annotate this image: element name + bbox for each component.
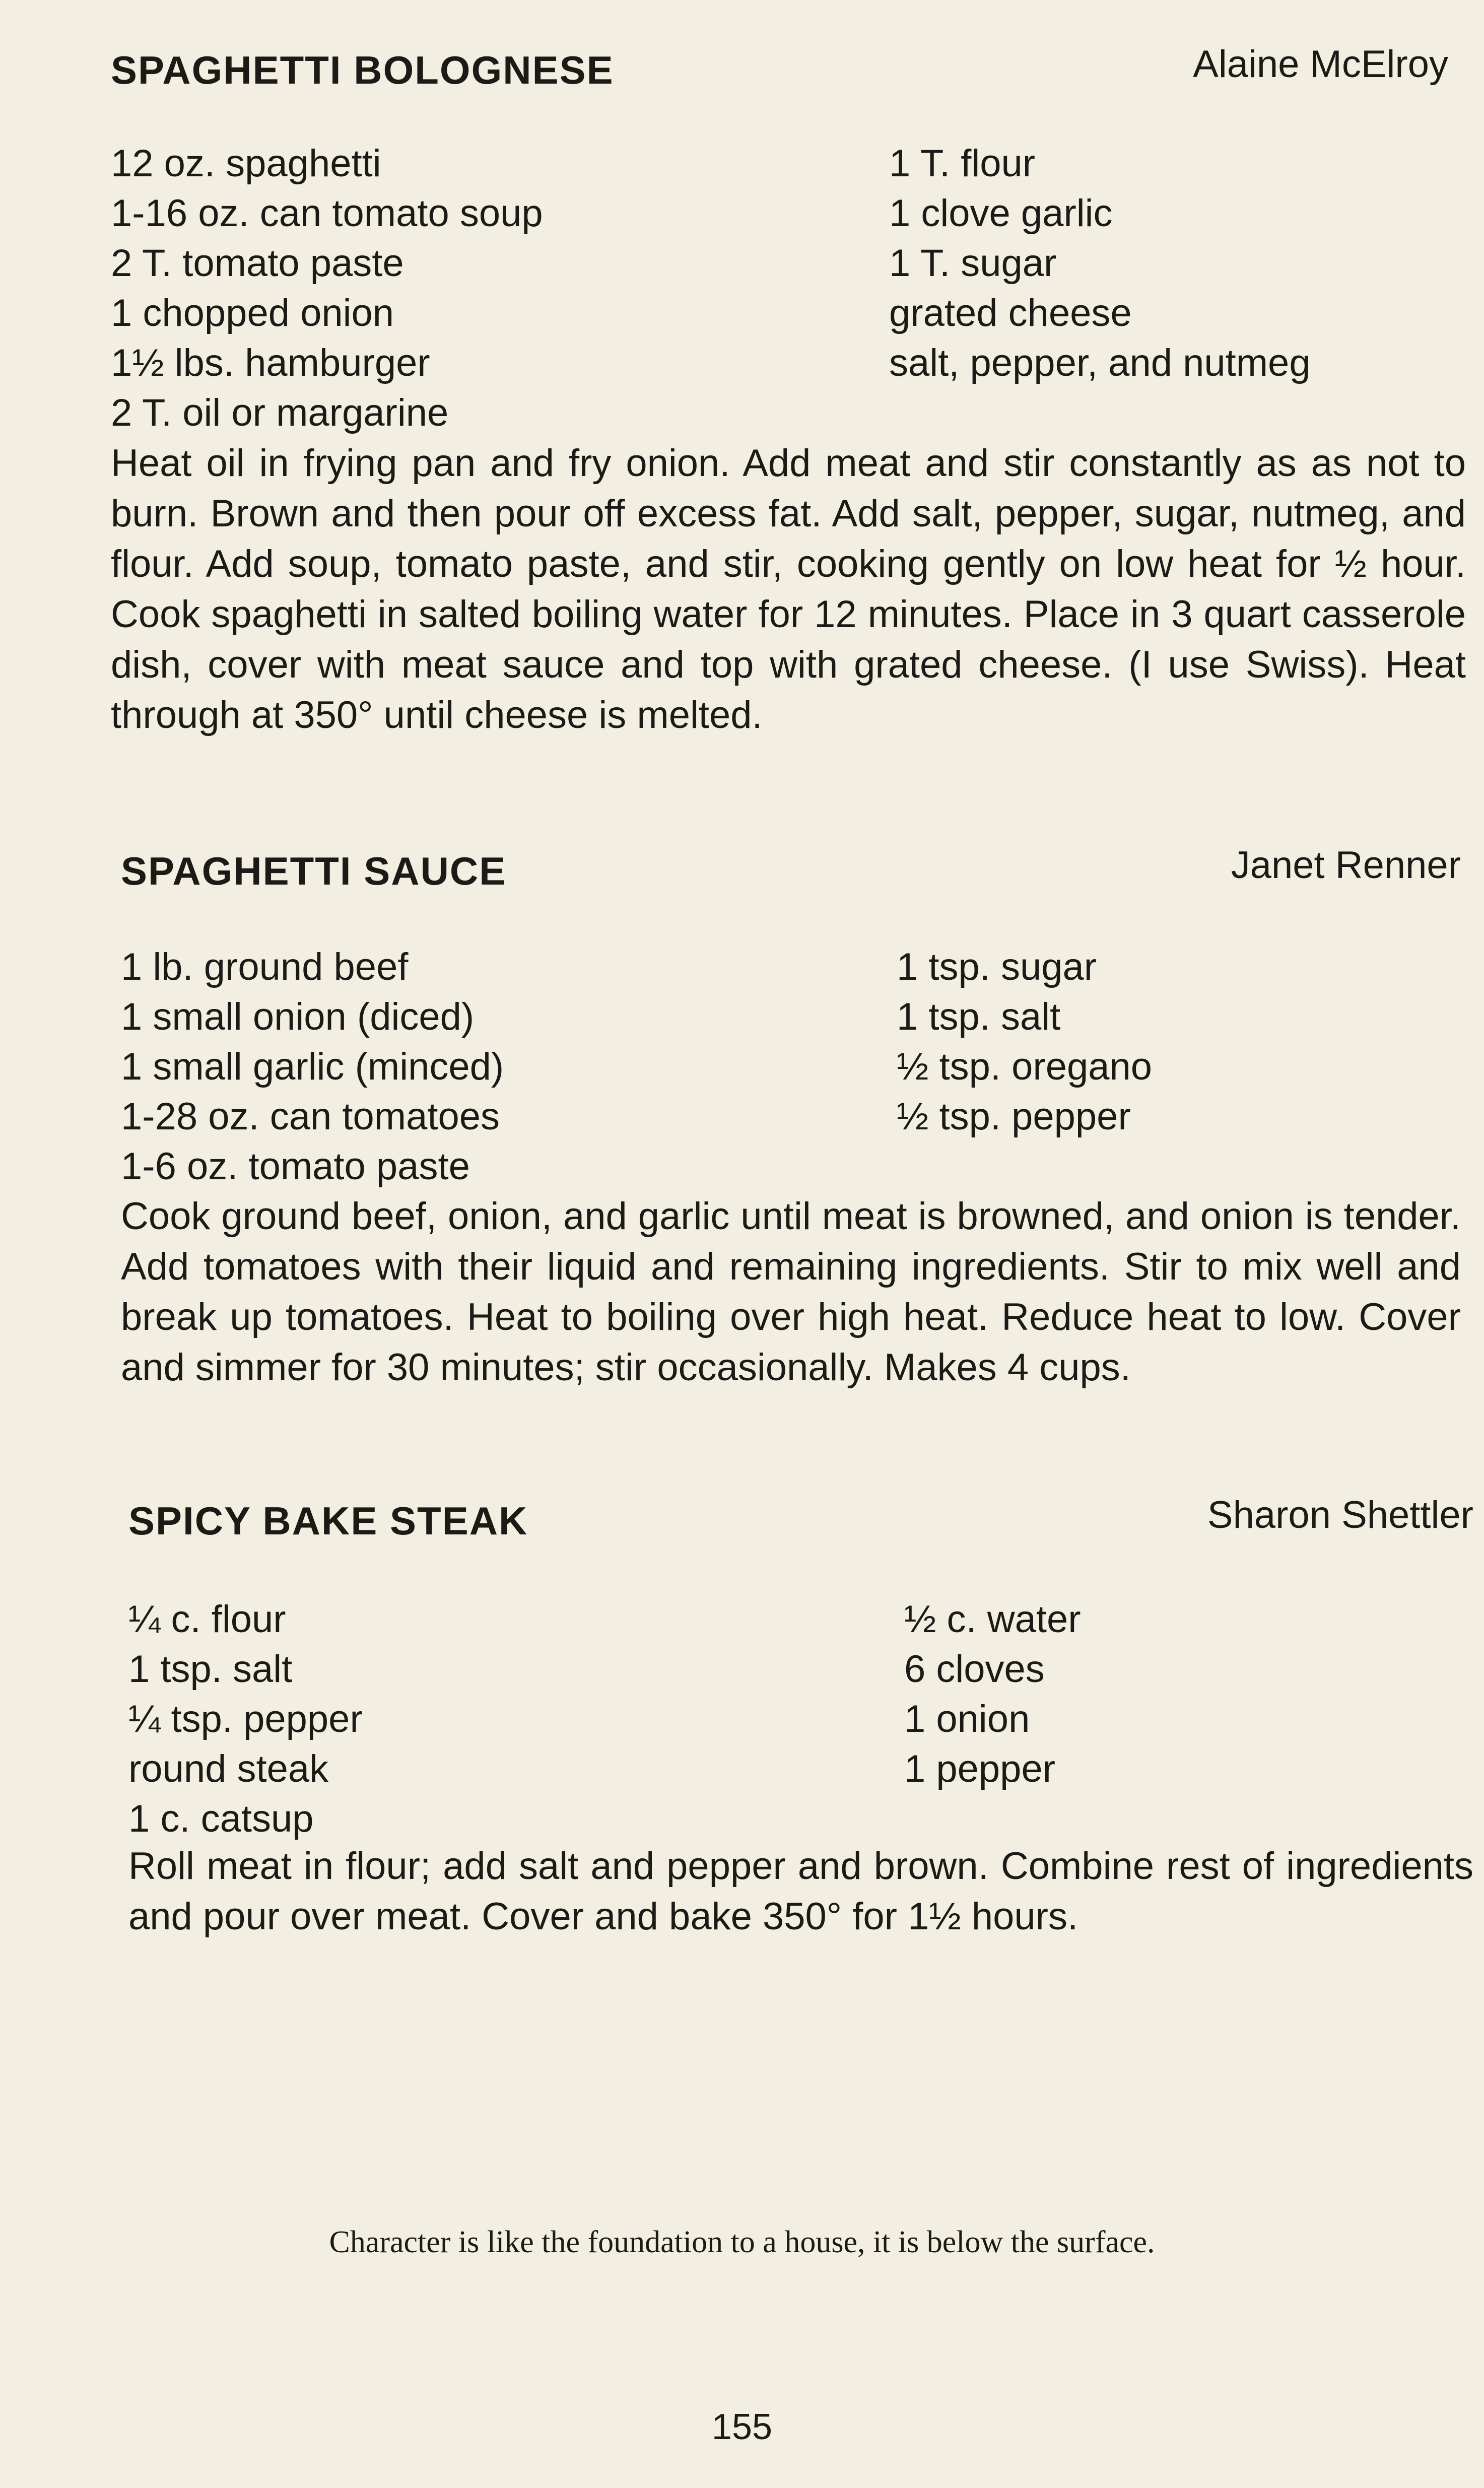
ingredients-left-column	[128, 1594, 363, 1794]
ingredients-right-column	[889, 139, 1311, 388]
ingredient-item: grated cheese	[889, 292, 1132, 334]
ingredient-item: 1 small garlic (minced)	[121, 1045, 504, 1088]
ingredient-item: 1 lb. ground beef	[121, 946, 409, 988]
ingredients-left-column	[121, 942, 504, 1141]
page-number: 155	[711, 2407, 773, 2447]
recipe-title: SPAGHETTI SAUCE	[121, 849, 507, 893]
recipe-title: SPAGHETTI BOLOGNESE	[111, 48, 614, 92]
ingredients-left-column	[111, 139, 543, 388]
ingredient-item: 2 T. oil or margarine	[111, 391, 449, 434]
ingredients-right-column	[897, 942, 1152, 1141]
ingredient-item: ½ c. water	[904, 1598, 1081, 1641]
footer-quote: Character is like the foundation to a house, it is below the surface.	[329, 2225, 1155, 2259]
ingredient-item: 1-28 oz. can tomatoes	[121, 1095, 500, 1138]
ingredient-item: salt, pepper, and nutmeg	[889, 342, 1311, 384]
ingredient-item: 1 onion	[904, 1698, 1030, 1740]
ingredients-right-column	[904, 1594, 1081, 1794]
recipe-directions: Cook ground beef, onion, and garlic until meat is browned, and onion is tender. Add tomatoes with their liquid and remaining ingredients. Stir to mix well and break up tomatoes. Heat to boiling over high heat. Reduce heat to low. Cover and simmer for 30 minutes; stir occasionally. Makes 4 cups.	[121, 1195, 1461, 1389]
ingredient-item: ¼ tsp. pepper	[128, 1698, 363, 1740]
recipe-author: Janet Renner	[1231, 844, 1461, 887]
ingredient-item: 2 T. tomato paste	[111, 242, 404, 285]
recipe-author: Sharon Shettler	[1207, 1494, 1473, 1536]
ingredient-item: 1-6 oz. tomato paste	[121, 1145, 470, 1188]
ingredient-item: 1 clove garlic	[889, 192, 1113, 235]
ingredient-item: ½ tsp. oregano	[897, 1045, 1153, 1088]
recipe-title: SPICY BAKE STEAK	[128, 1499, 528, 1543]
recipe-directions: Heat oil in frying pan and fry onion. Add meat and stir constantly as as not to burn. Brown and then pour off excess fat. Add salt, pepper, sugar, nutmeg, and flour. Add soup, tomato paste, and stir, cooking gently on low heat for ½ hour. Cook spaghetti in salted boiling water for 12 minutes. Place in 3 quart casserole dish, cover with meat sauce and top with grated cheese. (I use Swiss). Heat through at 350° until cheese is melted.	[111, 442, 1466, 736]
ingredient-item: ½ tsp. pepper	[897, 1095, 1131, 1138]
ingredient-item: 1 tsp. sugar	[897, 946, 1097, 988]
ingredient-item: 1 tsp. salt	[128, 1648, 293, 1691]
ingredient-item: 1½ lbs. hamburger	[111, 342, 430, 384]
ingredient-item: 1 T. flour	[889, 142, 1036, 185]
ingredient-item: 1-16 oz. can tomato soup	[111, 192, 543, 235]
ingredient-item: round steak	[128, 1747, 329, 1790]
ingredient-item: 1 chopped onion	[111, 292, 394, 334]
recipe-author: Alaine McElroy	[1193, 43, 1448, 86]
ingredient-item: 6 cloves	[904, 1648, 1045, 1691]
ingredient-item: 1 tsp. salt	[897, 995, 1061, 1038]
ingredient-item: 1 small onion (diced)	[121, 995, 475, 1038]
ingredient-item: 1 c. catsup	[128, 1797, 314, 1840]
ingredient-item: 1 T. sugar	[889, 242, 1057, 285]
ingredient-item: 1 pepper	[904, 1747, 1056, 1790]
ingredient-item: ¼ c. flour	[128, 1598, 286, 1641]
recipe-directions: Roll meat in flour; add salt and pepper and brown. Combine rest of ingredients and pour over meat. Cover and bake 350° for 1½ hours.	[128, 1845, 1473, 1938]
ingredient-item: 12 oz. spaghetti	[111, 142, 381, 185]
